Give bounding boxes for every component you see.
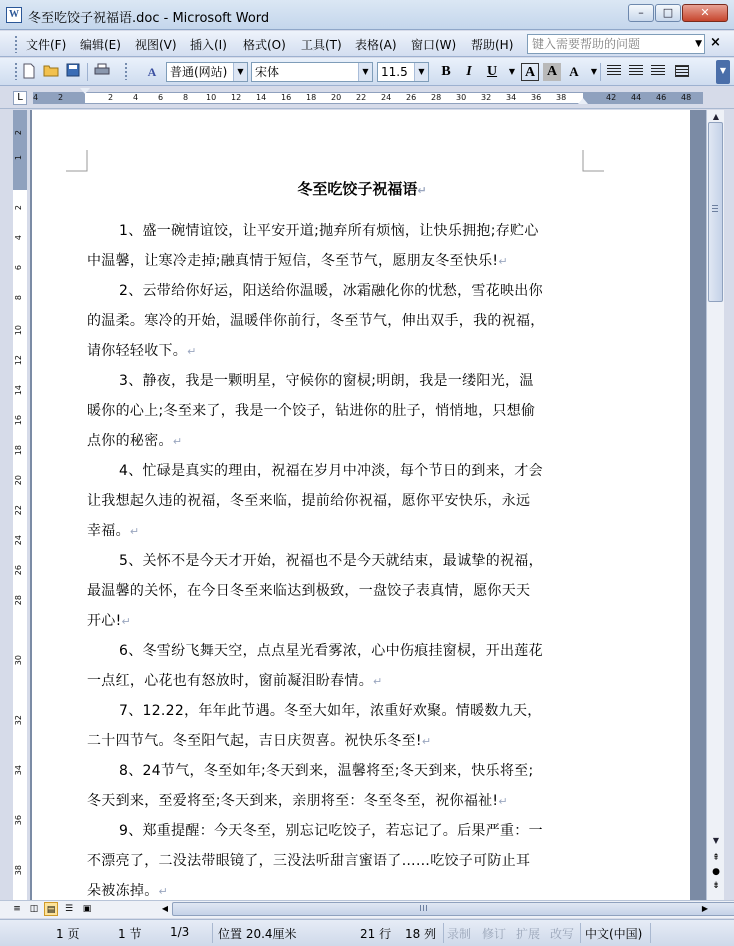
ruler-tick: 44: [631, 93, 642, 102]
ruler-tick: 20: [331, 93, 342, 102]
ruler-tick: 28: [431, 93, 442, 102]
document-line: 2、云带给你好运，阳送给你温暖，冰霜融化你的忧愁，雪花映出你: [119, 283, 543, 299]
status-separator: [443, 923, 444, 943]
vruler-tick: 32: [14, 715, 23, 726]
vruler-tick: 38: [14, 865, 23, 876]
help-search-input[interactable]: [527, 34, 705, 54]
character-border-button[interactable]: A: [521, 63, 539, 81]
maximize-button[interactable]: □: [655, 4, 681, 22]
ruler-tick: 2: [108, 93, 114, 102]
select-browse-object-icon[interactable]: ●: [712, 867, 720, 877]
document-line: 幸福。↵: [87, 523, 140, 539]
scroll-grip: [712, 205, 718, 213]
document-line: 中温馨，让寒冷走掉;融真情于短信，冬至节气，愿朋友冬至快乐!↵: [87, 253, 508, 269]
ruler-tick: 38: [556, 93, 567, 102]
outline-view-icon[interactable]: ☰: [64, 904, 74, 914]
scroll-down-icon[interactable]: ▼: [712, 836, 720, 845]
vruler-tick: 20: [14, 475, 23, 486]
vruler-tick: 12: [14, 355, 23, 366]
vruler-tick: 18: [14, 445, 23, 456]
font-size-select[interactable]: [377, 62, 429, 82]
vruler-tick: 2: [14, 205, 23, 211]
document-line: 请你轻轻收下。↵: [87, 343, 197, 359]
justify-align-icon[interactable]: [607, 65, 621, 77]
ruler-tick: 22: [356, 93, 367, 102]
scroll-right-icon[interactable]: ▶: [701, 904, 709, 913]
scroll-left-icon[interactable]: ◀: [161, 904, 169, 913]
ruler-tick: 36: [531, 93, 542, 102]
status-section[interactable]: 1 节: [118, 927, 142, 941]
chevron-down-icon[interactable]: ▼: [233, 63, 247, 81]
horizontal-scrollbar[interactable]: [108, 902, 716, 917]
status-record[interactable]: 录制: [447, 927, 472, 941]
vruler-tick: 4: [14, 235, 23, 241]
title-bar: [0, 0, 734, 30]
toolbar-separator: [87, 63, 88, 81]
ruler-tick: 16: [281, 93, 292, 102]
chevron-down-icon[interactable]: ▼: [414, 63, 428, 81]
document-line: 一点红，心花也有怒放时，窗前凝泪盼春情。↵: [87, 673, 383, 689]
ruler-tick: 48: [681, 93, 692, 102]
toolbar-separator: [600, 63, 601, 81]
status-bar: [0, 919, 734, 946]
bold-button[interactable]: B: [441, 64, 451, 79]
paragraph-mark: ↵: [129, 525, 140, 538]
menu-view[interactable]: 视图(V): [135, 38, 177, 52]
document-line: 4、忙碌是真实的理由，祝福在岁月中冲淡，每个节日的到来，才会: [119, 463, 543, 479]
ruler-tick: 42: [606, 93, 617, 102]
paragraph-mark: ↵: [121, 615, 132, 628]
paragraph-mark: ↵: [417, 184, 427, 197]
chevron-down-icon[interactable]: ▼: [695, 39, 702, 49]
vertical-ruler[interactable]: [13, 110, 27, 900]
view-and-hscroll-bar: [0, 900, 734, 918]
italic-button[interactable]: I: [466, 64, 472, 79]
open-folder-icon[interactable]: [42, 63, 60, 81]
menu-help[interactable]: 帮助(H): [471, 38, 514, 52]
ruler-tick: 10: [206, 93, 217, 102]
styles-icon[interactable]: A: [147, 65, 157, 79]
paragraph-mark: ↵: [158, 885, 169, 898]
close-document-button[interactable]: ×: [710, 35, 721, 50]
vruler-tick: 10: [14, 325, 23, 336]
vruler-tick: 34: [14, 765, 23, 776]
menu-bar: [0, 31, 734, 57]
document-line: 暖你的心上;冬至来了，我是一个饺子，钻进你的肚子，悄悄地，只想偷: [87, 403, 536, 419]
right-indent-marker[interactable]: [578, 98, 588, 104]
toolbar-grip-2[interactable]: [124, 62, 128, 80]
ruler-tick: 2: [58, 93, 64, 102]
crop-mark-top-right: [582, 150, 604, 172]
ruler-tick: 26: [406, 93, 417, 102]
save-icon[interactable]: [64, 63, 82, 81]
ruler-tick: 8: [183, 93, 189, 102]
first-line-indent-marker[interactable]: [80, 88, 90, 94]
center-align-icon[interactable]: [629, 65, 643, 77]
style-value: 普通(网站): [170, 65, 228, 79]
status-page-of[interactable]: 1/3: [170, 925, 190, 939]
document-line: 让我想起久违的祝福，冬至来临，提前给你祝福，愿你平安快乐，永远: [87, 493, 531, 509]
document-title: 冬至吃饺子祝福语↵: [297, 180, 427, 198]
ruler-tick: 24: [381, 93, 392, 102]
document-line: 6、冬雪纷飞舞天空，点点星光看雾浓，心中伤痕挂窗棂，开出莲花: [119, 643, 543, 659]
previous-page-icon[interactable]: ⇞: [712, 853, 720, 863]
status-track-changes[interactable]: 修订: [482, 927, 507, 941]
next-page-icon[interactable]: ⇟: [712, 881, 720, 891]
web-layout-view-icon[interactable]: ◫: [29, 904, 39, 914]
menu-file[interactable]: 文件(F): [26, 38, 67, 52]
document-line: 最温馨的关怀，在今日冬至来临达到极致，一盘饺子表真情，愿你天天: [87, 583, 531, 599]
ruler-tick: 18: [306, 93, 317, 102]
document-line: 1、盛一碗情谊饺，让平安开道;抛弃所有烦恼，让快乐拥抱;存贮心: [119, 223, 539, 239]
status-extend[interactable]: 扩展: [516, 927, 541, 941]
help-search-placeholder: 键入需要帮助的问题: [532, 37, 641, 51]
vertical-scrollbar[interactable]: [706, 110, 724, 900]
character-scale-button[interactable]: A: [569, 64, 579, 79]
scroll-up-icon[interactable]: ▲: [712, 112, 720, 121]
vruler-tick: 36: [14, 815, 23, 826]
horizontal-ruler[interactable]: [0, 87, 734, 109]
window-title: 冬至吃饺子祝福语.doc - Microsoft Word: [28, 11, 270, 26]
ruler-tick: 34: [506, 93, 517, 102]
status-overtype[interactable]: 改写: [550, 927, 575, 941]
menu-edit[interactable]: 编辑(E): [80, 38, 121, 52]
ruler-tick: 4: [33, 93, 39, 102]
word-app-icon[interactable]: W: [6, 7, 22, 23]
document-line: 9、郑重提醒：今天冬至，别忘记吃饺子，若忘记了。后果严重：一: [119, 823, 543, 839]
document-page[interactable]: [32, 110, 690, 900]
minimize-button[interactable]: –: [628, 4, 654, 22]
menu-window[interactable]: 窗口(W): [411, 38, 457, 52]
vruler-tick: 28: [14, 595, 23, 606]
document-line: 点你的秘密。↵: [87, 433, 183, 449]
vruler-tick: 14: [14, 385, 23, 396]
vruler-tick: 26: [14, 565, 23, 576]
scroll-grip: [420, 905, 428, 911]
document-line: 8、24节气，冬至如年;冬天到来，温馨将至;冬天到来，快乐将至;: [119, 763, 534, 779]
status-separator: [212, 923, 213, 943]
font-value: 宋体: [255, 65, 280, 79]
ruler-tick: 46: [656, 93, 667, 102]
right-align-icon[interactable]: [651, 65, 665, 77]
paragraph-mark: ↵: [421, 735, 432, 748]
status-position[interactable]: 位置 20.4厘米: [218, 927, 297, 941]
document-area[interactable]: [30, 110, 706, 900]
character-shading-button[interactable]: A: [543, 63, 561, 81]
toolbar-grip[interactable]: [14, 62, 18, 80]
crop-mark-top-left: [66, 150, 88, 172]
ruler-tick: 14: [256, 93, 267, 102]
toolbar-options-icon[interactable]: ▼: [716, 60, 730, 84]
status-column[interactable]: 18 列: [405, 927, 437, 941]
chevron-down-icon[interactable]: ▼: [358, 63, 372, 81]
status-language[interactable]: 中文(中国): [585, 927, 643, 941]
paragraph-mark: ↵: [172, 435, 183, 448]
status-separator: [650, 923, 651, 943]
ruler-tick: 30: [456, 93, 467, 102]
toolbar: [0, 58, 734, 86]
document-line: 的温柔。寒冷的开始，温暖伴你前行，冬至节气，伸出双手，我的祝福，: [87, 313, 545, 329]
paragraph-mark: ↵: [187, 345, 197, 358]
ruler-tick: 12: [231, 93, 242, 102]
document-line: 冬天到来，至爱将至;冬天到来，亲朋将至：冬至冬至，祝你福祉!↵: [87, 793, 508, 809]
reading-layout-view-icon[interactable]: ▣: [82, 904, 92, 914]
menu-format[interactable]: 格式(O): [243, 38, 286, 52]
normal-view-icon[interactable]: ≡: [13, 904, 21, 914]
vruler-tick: 16: [14, 415, 23, 426]
vruler-tick: 22: [14, 505, 23, 516]
menu-table[interactable]: 表格(A): [355, 38, 397, 52]
print-icon[interactable]: [93, 63, 111, 81]
document-line: 不漂亮了，二没法带眼镜了，三没法听甜言蜜语了……吃饺子可防止耳: [87, 853, 531, 869]
vruler-tick: 2: [14, 130, 23, 136]
close-button[interactable]: ✕: [682, 4, 728, 22]
font-select[interactable]: [251, 62, 373, 82]
style-select[interactable]: [166, 62, 248, 82]
document-line: 二十四节气。冬至阳气起，吉日庆贺喜。祝快乐冬至!↵: [87, 733, 432, 749]
new-document-icon[interactable]: [20, 63, 38, 81]
chevron-down-icon[interactable]: ▼: [590, 67, 598, 76]
status-page[interactable]: 1 页: [56, 927, 80, 941]
menu-tools[interactable]: 工具(T): [301, 38, 342, 52]
distributed-align-icon[interactable]: [675, 65, 689, 77]
document-line: 3、静夜，我是一颗明星，守候你的窗棂;明朗，我是一缕阳光，温: [119, 373, 534, 389]
paragraph-mark: ↵: [373, 675, 383, 688]
ruler-tick: 6: [158, 93, 164, 102]
menubar-grip[interactable]: [14, 35, 18, 53]
ruler-tick: 32: [481, 93, 492, 102]
document-line: 7、12.22，年年此节遇。冬至大如年，浓重好欢聚。情暖数九天，: [119, 703, 542, 719]
font-size-value: 11.5: [381, 65, 408, 79]
document-line: 5、关怀不是今天才开始，祝福也不是今天就结束，最诚挚的祝福，: [119, 553, 543, 569]
vruler-tick: 30: [14, 655, 23, 666]
document-line: 开心!↵: [87, 613, 132, 629]
print-layout-view-icon[interactable]: ▤: [44, 902, 58, 916]
chevron-down-icon[interactable]: ▼: [508, 67, 516, 76]
status-line[interactable]: 21 行: [360, 927, 392, 941]
underline-button[interactable]: U: [486, 64, 498, 79]
document-line: 朵被冻掉。↵: [87, 883, 169, 899]
status-separator: [580, 923, 581, 943]
vruler-tick: 6: [14, 265, 23, 271]
menu-insert[interactable]: 插入(I): [190, 38, 227, 52]
tab-selector[interactable]: L: [13, 91, 27, 105]
paragraph-mark: ↵: [498, 795, 508, 808]
vruler-tick: 1: [14, 155, 23, 161]
vruler-tick: 24: [14, 535, 23, 546]
vruler-tick: 8: [14, 295, 23, 301]
horizontal-scroll-thumb[interactable]: [172, 902, 734, 916]
paragraph-mark: ↵: [498, 255, 508, 268]
ruler-tick: 4: [133, 93, 139, 102]
